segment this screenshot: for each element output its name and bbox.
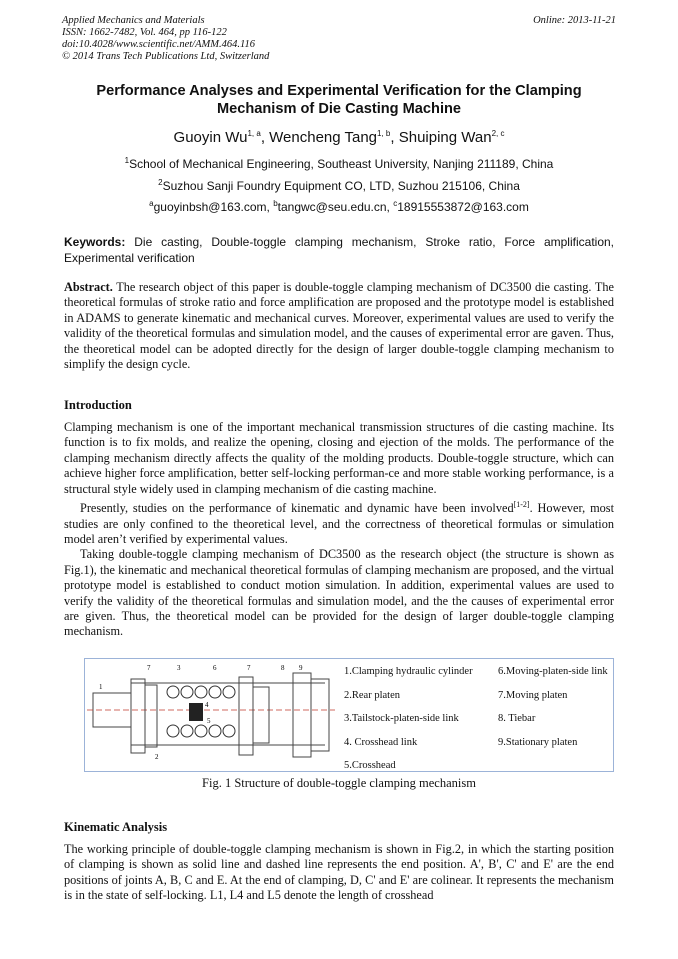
link-joint bbox=[195, 686, 207, 698]
affiliation-sup: 2 bbox=[158, 178, 163, 187]
intro-paragraph-3: Taking double-toggle clamping mechanism of DC3500 as the research object (the structure is shown as Fig.1), the kinematic and mechanical theoretical formulas of clamping mechanism are proposed, and the virtual prototype model is established to conduct motion simulation. In addition, experimental values are used to verify the validity of the theoretical formulas and simulation model, and the the causes of experimental error are given. Thus, the theoretical model can be provided for the design of larger double-toggle clamping mechanism. bbox=[64, 547, 614, 639]
link-joint bbox=[209, 725, 221, 737]
email-sup: c bbox=[393, 199, 398, 208]
crosshead bbox=[189, 703, 203, 721]
legend-item: 9.Stationary platen bbox=[498, 736, 578, 748]
copyright-line: © 2014 Trans Tech Publications Ltd, Switzerland bbox=[62, 51, 270, 62]
rear-platen bbox=[131, 679, 145, 753]
legend-item: 4. Crosshead link bbox=[344, 736, 418, 748]
affiliation-2 bbox=[62, 178, 616, 193]
citation-ref[interactable]: [1-2] bbox=[513, 500, 530, 510]
link-joint bbox=[167, 686, 179, 698]
link-joint bbox=[223, 686, 235, 698]
issn-line: ISSN: 1662-7482, Vol. 464, pp 116-122 bbox=[62, 27, 227, 38]
part-number: 8 bbox=[281, 664, 285, 672]
doi-line: doi:10.4028/www.scientific.net/AMM.464.116 bbox=[62, 39, 255, 50]
link-joint bbox=[167, 725, 179, 737]
introduction-body bbox=[64, 420, 614, 640]
part-number: 6 bbox=[213, 664, 217, 672]
intro-p2-text-cont: . However, most studies are only confined to the theoretical level, and the correctness of theoretical formulas or simulation model aren’t verified by experimental values. bbox=[64, 501, 614, 546]
email-sup: b bbox=[273, 199, 278, 208]
author-sup: 2, c bbox=[491, 129, 505, 138]
stationary-platen-body bbox=[311, 679, 329, 751]
link-joint bbox=[223, 725, 235, 737]
kinematic-paragraph: The working principle of double-toggle clamping mechanism is shown in Fig.2, in which the starting position of clamping is shown as solid line and dashed line represents the end position. A', B', C' and E' are the end positions of joints A, B, C and E. At the end of clamping, D, C' and E' are colinear. It represents the mechanism is in the state of self-locking. L1, L4 and L5 denote the length of crosshead bbox=[64, 842, 614, 903]
legend-item: 7.Moving platen bbox=[498, 689, 568, 701]
affiliation-sup: 1 bbox=[124, 156, 130, 165]
legend-column-right bbox=[498, 662, 608, 756]
figure-1-caption: Fig. 1 Structure of double-toggle clamping mechanism bbox=[202, 776, 476, 790]
author-sup: 1, b bbox=[377, 129, 391, 138]
legend-item: 5.Crosshead bbox=[344, 760, 396, 771]
moving-platen bbox=[239, 677, 253, 755]
link-joint bbox=[181, 725, 193, 737]
affiliation-text: Suzhou Sanji Foundry Equipment CO, LTD, Suzhou 215106, China bbox=[162, 179, 520, 193]
paper-title bbox=[62, 82, 616, 118]
part-number: 7 bbox=[247, 664, 251, 672]
email-text[interactable]: guoyinbsh@163.com, bbox=[153, 200, 274, 214]
part-number: 5 bbox=[207, 717, 211, 725]
affiliation-1 bbox=[62, 156, 616, 171]
author-list: Guoyin Wu$^{1, a}$, Wencheng Tang$^{1, b}$, Shuiping Wan$^{2, c}$ bbox=[173, 129, 505, 146]
title-line-1: Performance Analyses and Experimental Verification for the Clamping bbox=[96, 83, 582, 99]
link-joint bbox=[209, 686, 221, 698]
kinematic-heading: Kinematic Analysis bbox=[64, 820, 168, 834]
part-number: 1 bbox=[99, 683, 103, 691]
keywords bbox=[64, 234, 614, 266]
intro-paragraph-1: Clamping mechanism is one of the important mechanical transmission structures of die casting machine. Its function is to fix molds, and realize the opening, closing and ejection of the molds. The performance of the clamping mechanism directly affects the quality of the molding products. Double-toggle structure, which can achieve higher force amplification, better self-locking performan-ce and more stable working performance, is a structural style widely used in clamping mechanism of die casting machine. bbox=[64, 420, 614, 496]
email-sup: a bbox=[149, 199, 154, 208]
journal-name: Applied Mechanics and Materials bbox=[62, 15, 205, 26]
mold-half bbox=[253, 687, 269, 743]
keywords-label: Keywords: bbox=[64, 235, 126, 249]
email-line bbox=[62, 199, 616, 214]
author-name: Wencheng Tang bbox=[269, 129, 378, 146]
affiliation-text: School of Mechanical Engineering, Southeast University, Nanjing 211189, China bbox=[129, 157, 554, 171]
legend-column-left bbox=[344, 662, 473, 780]
stationary-platen bbox=[293, 673, 311, 757]
abstract-label: Abstract. bbox=[64, 280, 113, 294]
online-date: Online: 2013-11-21 bbox=[533, 15, 616, 26]
email-text[interactable]: tangwc@seu.edu.cn, bbox=[277, 200, 394, 214]
email-text[interactable]: 18915553872@163.com bbox=[397, 200, 529, 214]
legend-item: 6.Moving-platen-side link bbox=[498, 666, 608, 677]
abstract-text: The research object of this paper is double-toggle clamping mechanism of DC3500 die casting. The theoretical formulas of stroke ratio and force amplification are proposed and the prototype model is established in ADAMS to generate kinematic and mechanical curves. Moreover, experimental values are used to verify the validity of the theoretical formulas and simulation model, and the causes of experimental error are gaven. Thus, the theoretical model can be adopted directly for the design of larger double-toggle clamping mechanism to simplify the design cycle. bbox=[64, 280, 614, 372]
legend-item: 3.Tailstock-platen-side link bbox=[344, 713, 459, 724]
author-name: Guoyin Wu bbox=[173, 129, 248, 146]
part-number: 2 bbox=[155, 753, 159, 761]
legend-item: 2.Rear platen bbox=[344, 689, 400, 701]
title-line-2: Mechanism of Die Casting Machine bbox=[216, 101, 462, 117]
link-joint bbox=[181, 686, 193, 698]
introduction-heading: Introduction bbox=[64, 398, 132, 412]
legend-item: 1.Clamping hydraulic cylinder bbox=[344, 666, 473, 677]
part-number: 4 bbox=[205, 701, 209, 709]
author-sup: 1, a bbox=[247, 129, 261, 138]
journal-header bbox=[62, 15, 269, 63]
intro-paragraph-2 bbox=[64, 497, 614, 547]
part-number: 3 bbox=[177, 664, 181, 672]
part-number: 9 bbox=[299, 664, 303, 672]
abstract bbox=[64, 280, 614, 372]
intro-p2-text: Presently, studies on the performance of kinematic and dynamic have been involved bbox=[80, 501, 514, 516]
rear-platen-body bbox=[145, 685, 157, 747]
part-number: 7 bbox=[147, 664, 151, 672]
clamping-mechanism-drawing bbox=[85, 659, 343, 771]
legend-item: 8. Tiebar bbox=[498, 713, 536, 724]
link-joint bbox=[195, 725, 207, 737]
author-name: Shuiping Wan bbox=[398, 129, 492, 146]
keywords-text: Die casting, Double-toggle clamping mechanism, Stroke ratio, Force amplification, Experimental verification bbox=[64, 235, 614, 265]
